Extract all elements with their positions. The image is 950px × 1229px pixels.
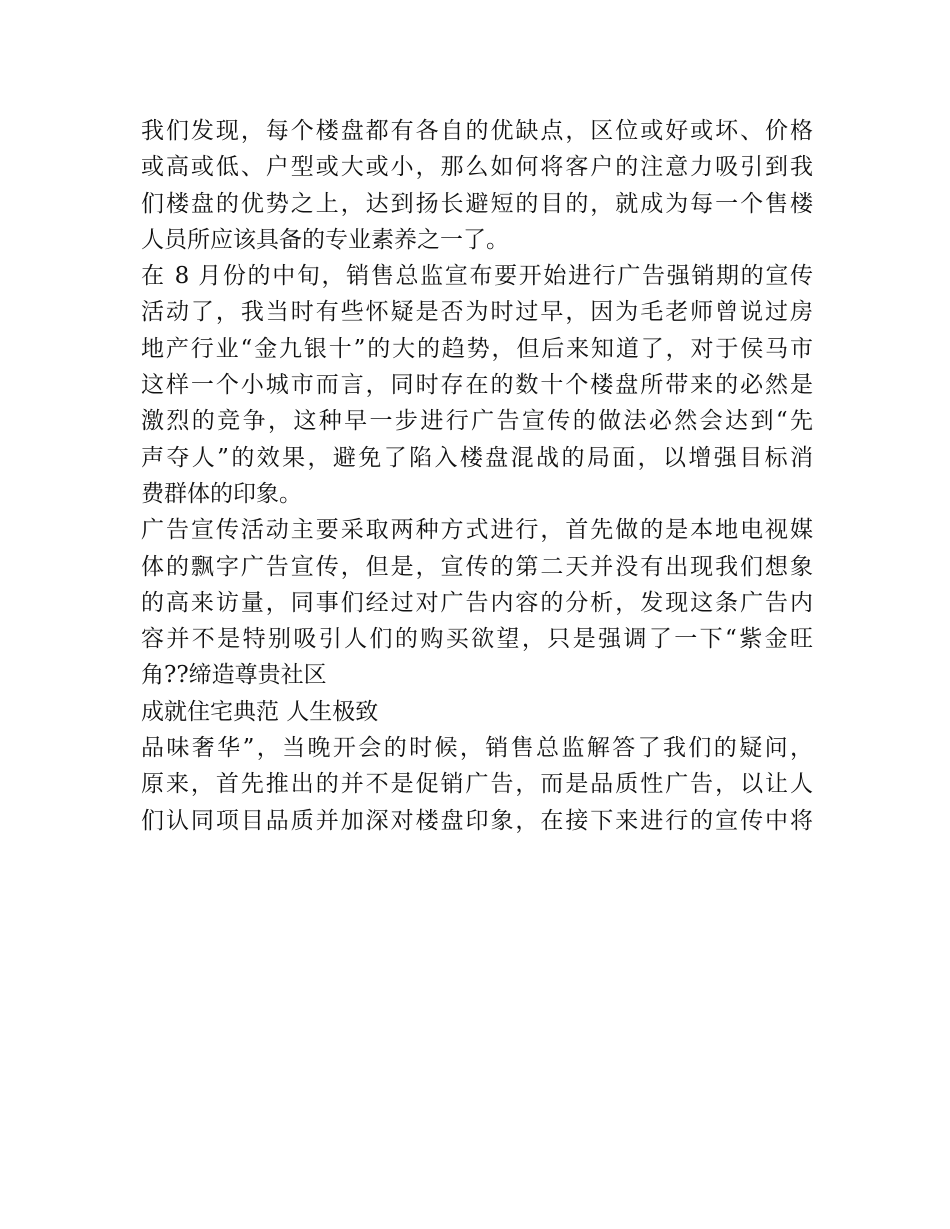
text-line: 这样一个小城市而言，同时存在的数十个楼盘所带来的必然是 xyxy=(141,372,813,399)
text-line: 容并不是特别吸引人们的购买欲望，只是强调了一下“紫金旺 xyxy=(141,626,813,653)
text-line: 人员所应该具备的专业素养之一了。 xyxy=(141,226,509,253)
text-line: 原来，首先推出的并不是促销广告，而是品质性广告，以让人 xyxy=(141,771,813,798)
text-line: 地产行业“金九银十”的大的趋势，但后来知道了，对于侯马市 xyxy=(141,335,813,362)
text-line: 声夺人”的效果，避免了陷入楼盘混战的局面，以增强目标消 xyxy=(141,444,813,471)
text-line: 成就住宅典范 人生极致 xyxy=(141,698,379,725)
text-line: 广告宣传活动主要采取两种方式进行，首先做的是本地电视媒 xyxy=(141,517,813,544)
text-line: 我们发现，每个楼盘都有各自的优缺点，区位或好或坏、价格 xyxy=(141,118,813,144)
text-line: 体的飘字广告宣传，但是，宣传的第二天并没有出现我们想象 xyxy=(141,553,813,580)
text-line: 活动了，我当时有些怀疑是否为时过早，因为毛老师曾说过房 xyxy=(141,299,813,326)
document-page xyxy=(141,113,813,839)
text-line: 品味奢华”，当晚开会的时候，销售总监解答了我们的疑问， xyxy=(141,735,813,762)
text-line: 角??缔造尊贵社区 xyxy=(141,662,327,689)
text-line: 或高或低、户型或大或小，那么如何将客户的注意力吸引到我 xyxy=(141,154,813,181)
text-line: 们楼盘的优势之上，达到扬长避短的目的，就成为每一个售楼 xyxy=(141,190,813,217)
text-line: 在 8 月份的中旬，销售总监宣布要开始进行广告强销期的宣传 xyxy=(141,263,813,290)
text-line: 费群体的印象。 xyxy=(141,480,302,507)
text-line: 的高来访量，同事们经过对广告内容的分析，发现这条广告内 xyxy=(141,589,813,616)
text-line: 们认同项目品质并加深对楼盘印象，在接下来进行的宣传中将 xyxy=(141,807,813,834)
text-line: 激烈的竞争，这种早一步进行广告宣传的做法必然会达到“先 xyxy=(141,408,813,435)
